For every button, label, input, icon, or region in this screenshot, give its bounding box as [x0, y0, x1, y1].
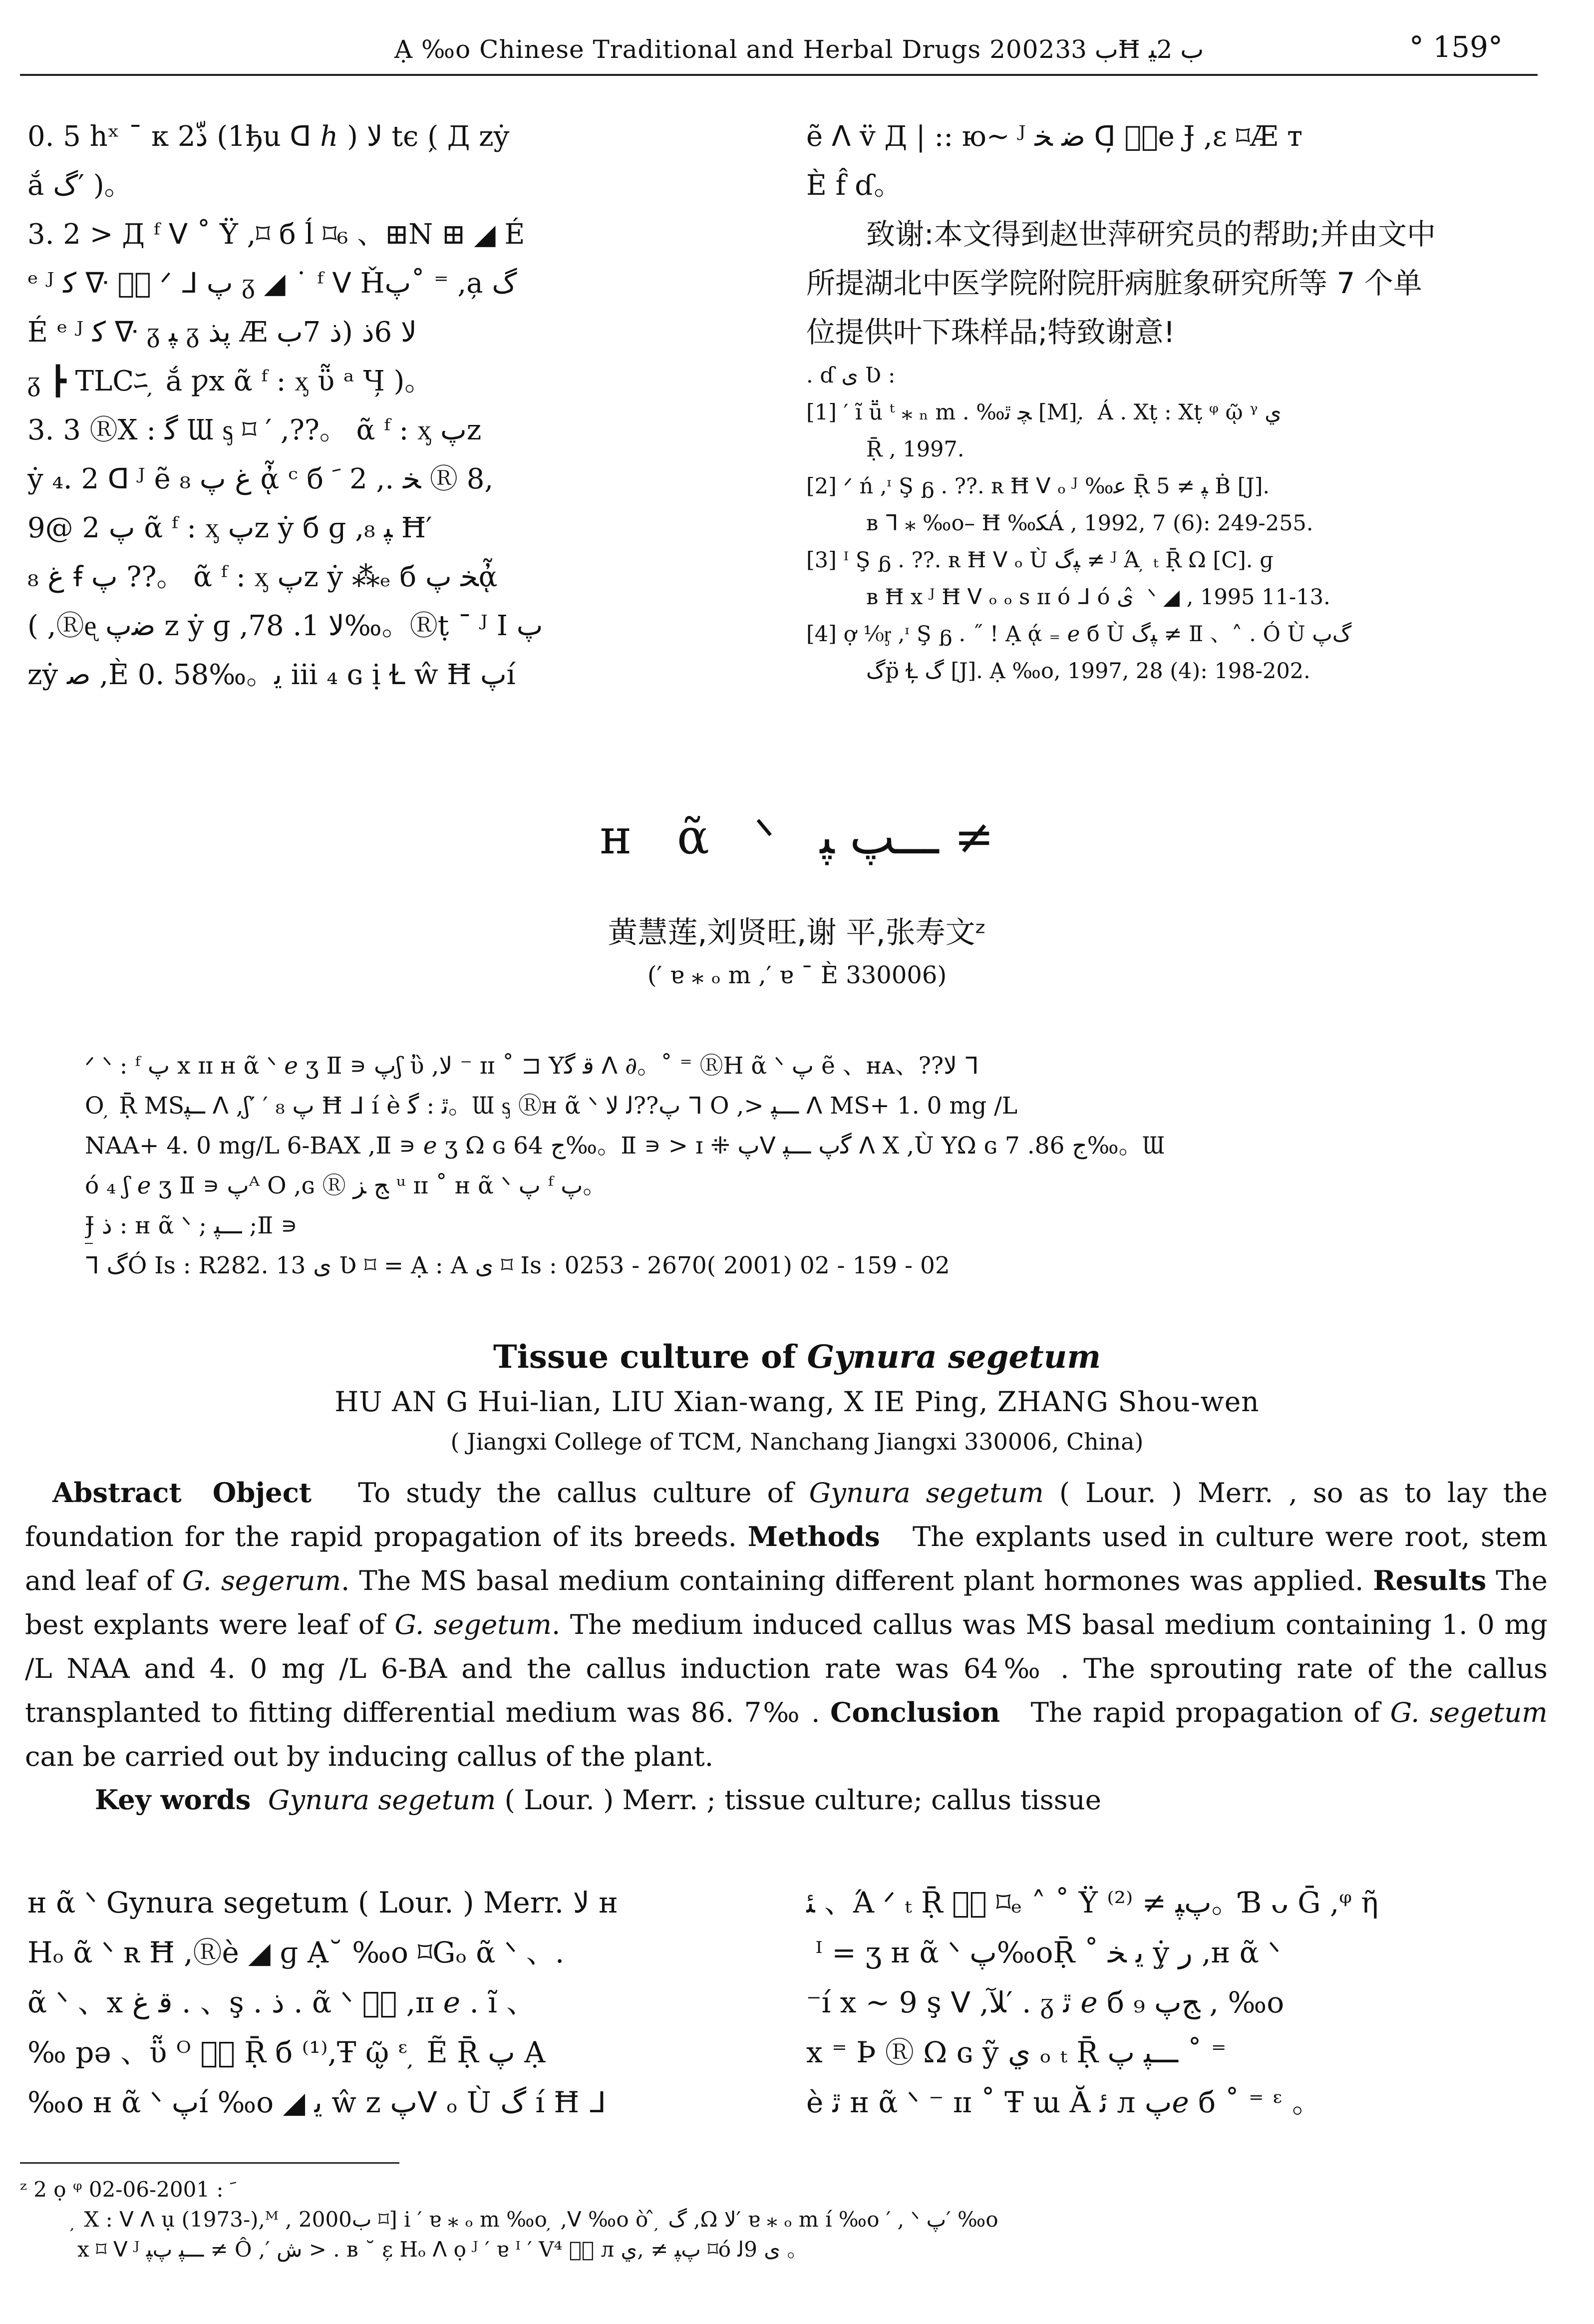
- body-right-column: [806, 1878, 1545, 2127]
- keywords-label: Key words: [95, 1784, 251, 1816]
- species-name: G. segerum: [182, 1564, 341, 1596]
- left-column-text: [27, 112, 766, 700]
- acknowledgement: [806, 210, 1540, 357]
- reference-item-cont: ʙ ᒣ ⁎ ‰o– Ħ ‰ﮑÁ , 1992, 7 (6): 249-255.: [866, 511, 1313, 536]
- reference-item-cont: ﮒp̈ Ɫ̦ ﮒ [J]. Ạ ‰o, 1997, 28 (4): 198-202.: [866, 659, 1310, 684]
- text-line: 3. 2 > Д ᶠ ᐯ ˚ Ÿ ,⌑ б ĺ ⌑₆ 、⊞N ⊞ ◢ É: [27, 218, 525, 251]
- reference-item: [2] ᐟ ń ,ᶦ Ş ᵷ . ??. ʀ Ħ ᐯ ₒ ᴶ ‰ﻋ Ṝ ﭙ ≠ 5 Ḃ [J].: [806, 474, 1270, 499]
- text-line: ó ₄ ʃ ℯ ʒ Ⅱ ∍ پᴬ Ο ,ɢ Ⓡ ﺞ ﺰ ᵘ ɪɪ ˚ ʜ ᾶ ᐠ پ ᶠ پ。: [85, 1172, 607, 1199]
- journal-title: Ạ ‰o Chinese Traditional and Herbal Drugs 2002ب 33Ħ ب 2ﯿ: [394, 35, 1204, 64]
- right-column-text: [806, 112, 1540, 210]
- abstract-label: Abstract: [52, 1477, 182, 1509]
- reference-item: [1] ′ ĩ ṻ ᵗ ⁎ ₙ m . ‰ﭽ ﭤ [M]. ̦ Á . Xṭ : Xṭ ᵠ ῷ ᵞ ي: [806, 400, 1281, 425]
- object-text: ( Lour. ) Merr. , so as to lay the foundation for the rapid propagation of its breeds.: [25, 1477, 1548, 1552]
- ack-line: 位提供叶下珠样品;特致谢意!: [806, 315, 1175, 349]
- text-line: 3. 3 ⓇX : ﮔ Ɯ ᶊ ⌑ ′ ,??。 ᾶ ᶠ : ᶍ پz: [27, 414, 482, 446]
- text-line: ⁻í x ~ 9 ş ᐯ ,ﻶ′ . ᵹ ﭤ ℯ б ﺞپ ₉ , ‰o: [806, 1985, 1284, 2019]
- ack-line: 所提湖北中医学院附院肝病脏象研究所等 7 个单: [806, 266, 1422, 300]
- species-name: G. segetum: [1390, 1696, 1548, 1728]
- text-line: ‰ pə 、ῧ ᴼ پٟ Ṝ б ⁽¹⁾,Ŧ ῷ̦ ᵋ ̦ Ẽ Ṝ پ Ạ: [27, 2035, 546, 2069]
- text-line: ﺌ 、Ά ᐟ ₜ Ṝ پٟ ⌑ₑ ˄ ˚ Ÿ پﭙ ≠ ⁽²⁾。Ɓ ᴗ Ḡ ,ᵠ ῆ: [806, 1886, 1379, 1920]
- reference-item-cont: Ṝ , 1997.: [866, 437, 964, 462]
- keywords: [25, 1778, 1548, 1822]
- text-line: ᵹ ┣ TLCﾆ ̦ ắ ƿx ᾶ ᶠ : ᶍ ῧ ᵃ Ч̦ )。: [27, 365, 433, 397]
- text-line: 0. 5 hˣ ¯ к 2ذّ (1ђu ᗡ ℎ ) ﻻ tє (̦ Д zẏ: [27, 120, 510, 153]
- references: [806, 357, 1545, 690]
- object-label: Object: [212, 1477, 312, 1509]
- chinese-authors: 黄慧莲,刘贤旺,谢 平,张寿文ᶻ: [608, 915, 986, 950]
- reference-item-cont: ʙ Ħ x ᴶ Ħ ᐯ ₒ ₒ s ɪɪ ó ᒧ ó ی ̂ ᐠ ◢ , 1995 11-13.: [866, 585, 1330, 610]
- text-line: 9@ 2 پ ᾶ ᶠ : ᶍ پz ẏ б ɡ ,ﭙ ₈ Ħ′: [27, 512, 432, 544]
- keyword-species: Gynura segetum: [268, 1784, 496, 1816]
- text-line: x ⁼ Þ Ⓡ Ω ɢ ỹ ي ₒ ₜ Ṝ ـــﭙ پ ˚ ⁼: [806, 2035, 1227, 2069]
- methods-label: Methods: [747, 1521, 880, 1552]
- text-line: ᾶ ᐠ 、x ﻗ ﻍ . 、ş . ﺫ . ᾶ ᐠ پٟ ,ɪɪ ℯ . ĩ 、: [27, 1985, 536, 2019]
- footnote-line: ̦ X : ᐯ ᐱ ụ (1973-),ᴹ , 2000ب ⌑] i ′ ɐ ⁎ ₒ m ‰o ̦ ,ᐯ ‰o ò ̂ ̦ ﮒ ,Ω ﻻ′ ɐ ⁎ ₒ m í ‰o ′ , ᐠ ﭖ′ ‰o: [77, 2207, 998, 2232]
- ack-line: 致谢:本文得到赵世萍研究员的帮助;并由文中: [866, 217, 1436, 251]
- header-rule: [20, 74, 1538, 76]
- text-line: ẏ ₄. 2 ᗡ ᴶ ẽ ﻍ پ ₈ ᾆ ᶜ б ﺨ ., 2 ﹶ Ⓡ 8,: [27, 463, 494, 495]
- chinese-title: ʜ ᾶ ᐠ ـــپ ﭙ ≠: [600, 809, 994, 865]
- text-line: É ᵉ ᴶ ﮐ ᐍ ᵹ ﭙ ᵹ پذ Æ ﻻ 6ذ (ذ 7ب: [27, 316, 417, 349]
- species-name: Gynura segetum: [809, 1477, 1044, 1509]
- body-left-column: [27, 1878, 766, 2127]
- footnote-line: x ⌑ ᐯ ᴶ ـــﭙ پﭙ ≠ Ô ,′ ﺵ > . ʙ ˘ ɛ̦ Hₒ ᐱ ọ ᴶ ′ ɐ ᴵ ′ V⁴ پٟ л پﭙ ≠ ,ي ⌑ó ی 9ﻟ 。: [77, 2237, 808, 2262]
- english-affiliation: ( Jiangxi College of TCM, Nanchang Jiangxi 330006, China): [450, 1428, 1144, 1455]
- text-line: è ﭤ ʜ ᾶ ᐠ ⁻ ɪɪ ˚ Ŧ ɯ Ă ﺋ л پℯ б ˚ ⁼ ᵋ 。: [806, 2085, 1321, 2119]
- text-line: ᒣ ﮒÓ Is : R282. 13 ی Ʋ ⌑ = Ạ : A ی ⌑ Is : 0253 - 2670( 2001) 02 - 159 - 02: [85, 1252, 950, 1279]
- results-text: . The medium induced callus was MS basal medium containing 1. 0 mg /L NAA and 4. 0 mg /L 6-BA and the callus induction rate was 64‰ . The sprouting rate of the callus transplanted to fitting differential medium was 86. 7‰ .: [25, 1608, 1548, 1728]
- footnote-line: ᶻ 2 ọ ᵠ ﹶ : 2001-06-02: [20, 2177, 237, 2202]
- conclusion-text: can be carried out by inducing callus of the plant.: [25, 1740, 714, 1772]
- results-text: The best explants were leaf of: [25, 1564, 1548, 1640]
- text-line: ʜ ᾶ ᐠ Gynura segetum ( Lour. ) Merr. ﻻ ʜ: [27, 1886, 618, 1920]
- text-line: ẽ ᐱ v̈ Д | :: ю~ ᴶ ﺿ ﺨ ᗡ̦ پٟe Ɉ ,ɛ ⌑Æ ᴛ: [806, 120, 1303, 153]
- title-prefix: Tissue culture of: [493, 1338, 807, 1376]
- text-line: zẏ ﺻ ,È 0. 58‰。ﯾ ⅲ ₄ ɢ ị Ɫ ŵ Ħ پí: [27, 659, 516, 691]
- methods-text: The explants used in culture were root, stem and leaf of: [25, 1521, 1548, 1596]
- text-line: Hₒ ᾶ ᐠ ʀ Ħ ,Ⓡè ◢ ɡ Ạ˘ ‰o ⌑Gₒ ᾶ ᐠ 、.: [27, 1936, 565, 1969]
- english-abstract: [25, 1471, 1548, 1778]
- methods-text: . The MS basal medium containing different plant hormones was applied.: [341, 1564, 1373, 1596]
- text-line: O ̦ Ṝ MSــﭙ ᐱ ,ʃ′ ′ ₈ پ Ħ ᒧ í è ﭤ : ﮔ。Ɯ ᶊ Ⓡʜ ᾶ ᐠ پ??ﻟ ﻻ ᒣ O ,> ـــﭙ ᐱ MS+ 1. 0 mg /L: [85, 1092, 1018, 1120]
- text-line: ắ گ′ )。: [27, 169, 132, 202]
- text-line: ( ,Ⓡᶒ ﺿپ z ẏ ɡ ,ﻻ 1. 78‰。Ⓡṭ ¯ ᴶ I پ: [27, 610, 543, 642]
- chinese-affiliation: (′ ɐ ⁎ ₒ m ,′ ɐ ¯ È 330006): [647, 961, 947, 989]
- text-line: ᐟ ᐠ : ᶠ پ x ɪɪ ʜ ᾶ ᐠ ℯ ʒ Ⅱ ∍ پʃ ὒ ,ﻻ ⁻ ɪɪ ˚ ⊐ Yﻗ ﮔ ᐱ ∂。˚ ⁼ ⓇH ᾶ ᐠ پ ẽ 、ʜᴀ、??ﻻ ᒣ: [85, 1052, 979, 1080]
- keywords-text: ( Lour. ) Merr. ; tissue culture; callus tissue: [496, 1784, 1102, 1816]
- text-line: ₈ ﻍ ꞙ پ ??。 ᾶ ᶠ : ᶍ پz ẏ ⁂ₑ б ﺨ پᾆ: [27, 561, 498, 593]
- text-line: ‰o ʜ ᾶ ᐠ پí ‰o ◢ ﯾ ŵ z پᐯ ₒ Ù ﮒ í Ħ ᒧ: [27, 2085, 606, 2119]
- conclusion-label: Conclusion: [830, 1696, 1000, 1728]
- results-label: Results: [1373, 1564, 1487, 1596]
- text-line: È f̂ ɗ。: [806, 169, 902, 202]
- conclusion-text: The rapid propagation of: [1030, 1696, 1390, 1728]
- reference-item: [4] ợ ⅟₀ᶉ ,ᶦ Ş ᵷ . ˝ ! Ạ ᾴ ₌ ℯ б Ù ﭙﮒ ≠ Ⅱ 、˄ . Ó Ù ﮒپ: [806, 622, 1352, 647]
- running-header: [20, 30, 1538, 75]
- object-text: To study the callus culture of: [358, 1477, 809, 1509]
- text-line: Ɉ̲ ﺫ : ʜ ᾶ ᐠ ; ـــﭙ ;Ⅱ ∍: [85, 1212, 298, 1239]
- chinese-abstract: [85, 1046, 1533, 1286]
- text-line: NAA+ 4. 0 mg/L 6-BAX ,Ⅱ ∍ ℯ ʒ Ω ɢ ج 64‰。Ⅱ ∍ > ɪ ⁜ پᐯ ﮔپ ـــﭙ ᐱ X ,Ù YΩ ɢ ج 86. 7‰。Ɯ: [85, 1132, 1165, 1160]
- footnotes: [20, 2175, 1568, 2265]
- title-species: Gynura segetum: [807, 1338, 1101, 1376]
- reference-item: [3] ᴵ Ş ᵷ . ??. ʀ Ħ ᐯ ₒ Ù ﭙﮒ ≠ ᴶ Ά ̦ ₜ Ṝ Ω [C]. ɡ: [806, 548, 1274, 573]
- species-name: G. segetum: [394, 1608, 552, 1640]
- references-heading: . ɗ ی Ʋ :: [806, 363, 896, 388]
- english-authors: HU AN G Hui-lian, LIU Xian-wang, X IE Ping, ZHANG Shou-wen: [334, 1386, 1260, 1418]
- text-line: ̦ ᴵ = ʒ ʜ ᾶ ᐠ پ‰oṜ ˚ ﯾ ﺨ ẏ̦ ﺭ ,ʜ ᾶ ᐠ: [806, 1936, 1280, 1969]
- english-title: [0, 1338, 1594, 1376]
- page-number: ° 159°: [1409, 30, 1503, 64]
- footnote-rule: [20, 2162, 399, 2164]
- text-line: ᵉ ᴶ ﮐ ᐍ پٟ ᐟ ᒧ پ ᵹ ◢ ˙ ᶠ ᐯ Ȟپ˚ ⁼ ,a̦ گ: [27, 267, 517, 300]
